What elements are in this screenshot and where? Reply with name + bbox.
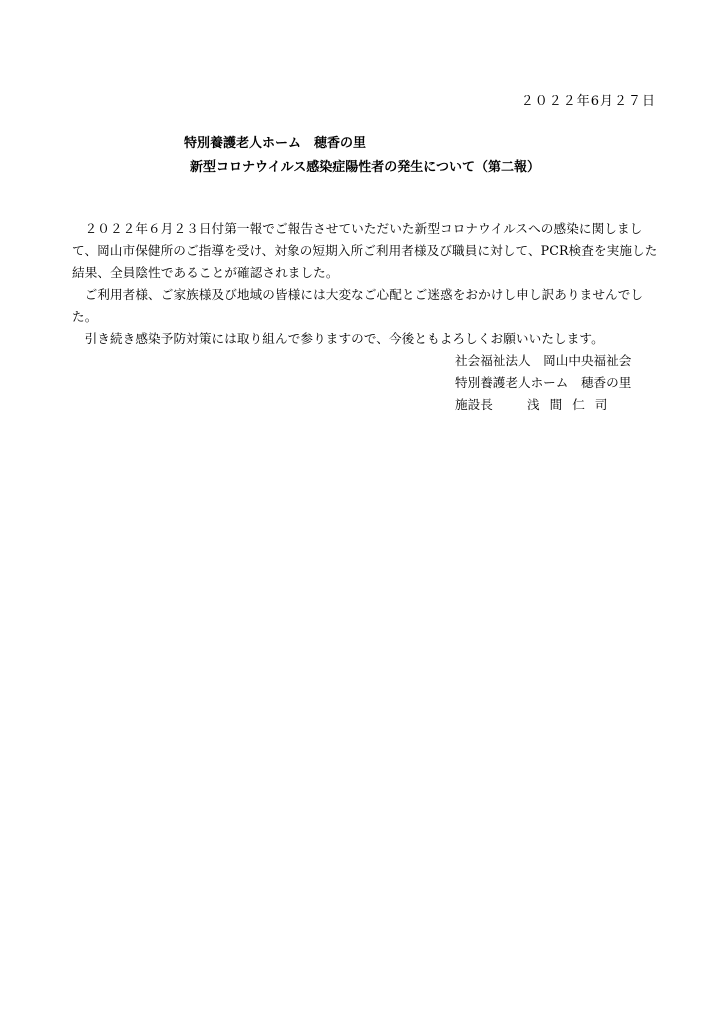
signature-block [455, 350, 631, 416]
signature-role: 施設長 [455, 397, 493, 412]
body-text [72, 218, 664, 350]
signature-organization: 社会福祉法人 岡山中央福祉会 [455, 353, 632, 368]
body-paragraph: ご利用者様、ご家族様及び地域の皆様には大変なご心配とご迷惑をおかけし申し訳ありませんでした。 [72, 287, 644, 324]
facility-title: 特別養護老人ホーム 穂香の里 [184, 136, 367, 151]
signature-facility: 特別養護老人ホーム 穂香の里 [455, 375, 632, 390]
document-date: ２０２２年6月２７日 [520, 94, 656, 109]
document-subject: 新型コロナウイルス感染症陽性者の発生について（第二報） [190, 160, 540, 175]
title-block [184, 132, 540, 180]
signature-director-row [455, 394, 631, 416]
body-paragraph: 引き続き感染予防対策には取り組んで参りますので、今後ともよろしくお願いいたします。 [84, 331, 604, 346]
body-paragraph: ２０２２年６月２３日付第一報でご報告させていただいた新型コロナウイルスへの感染に関しまして、岡山市保健所のご指導を受け、対象の短期入所ご利用者様及び職員に対して、PCR検査を実施した結果、全員陰性であることが確認されました。 [72, 221, 658, 280]
signature-name: 浅間仁司 [527, 397, 618, 412]
